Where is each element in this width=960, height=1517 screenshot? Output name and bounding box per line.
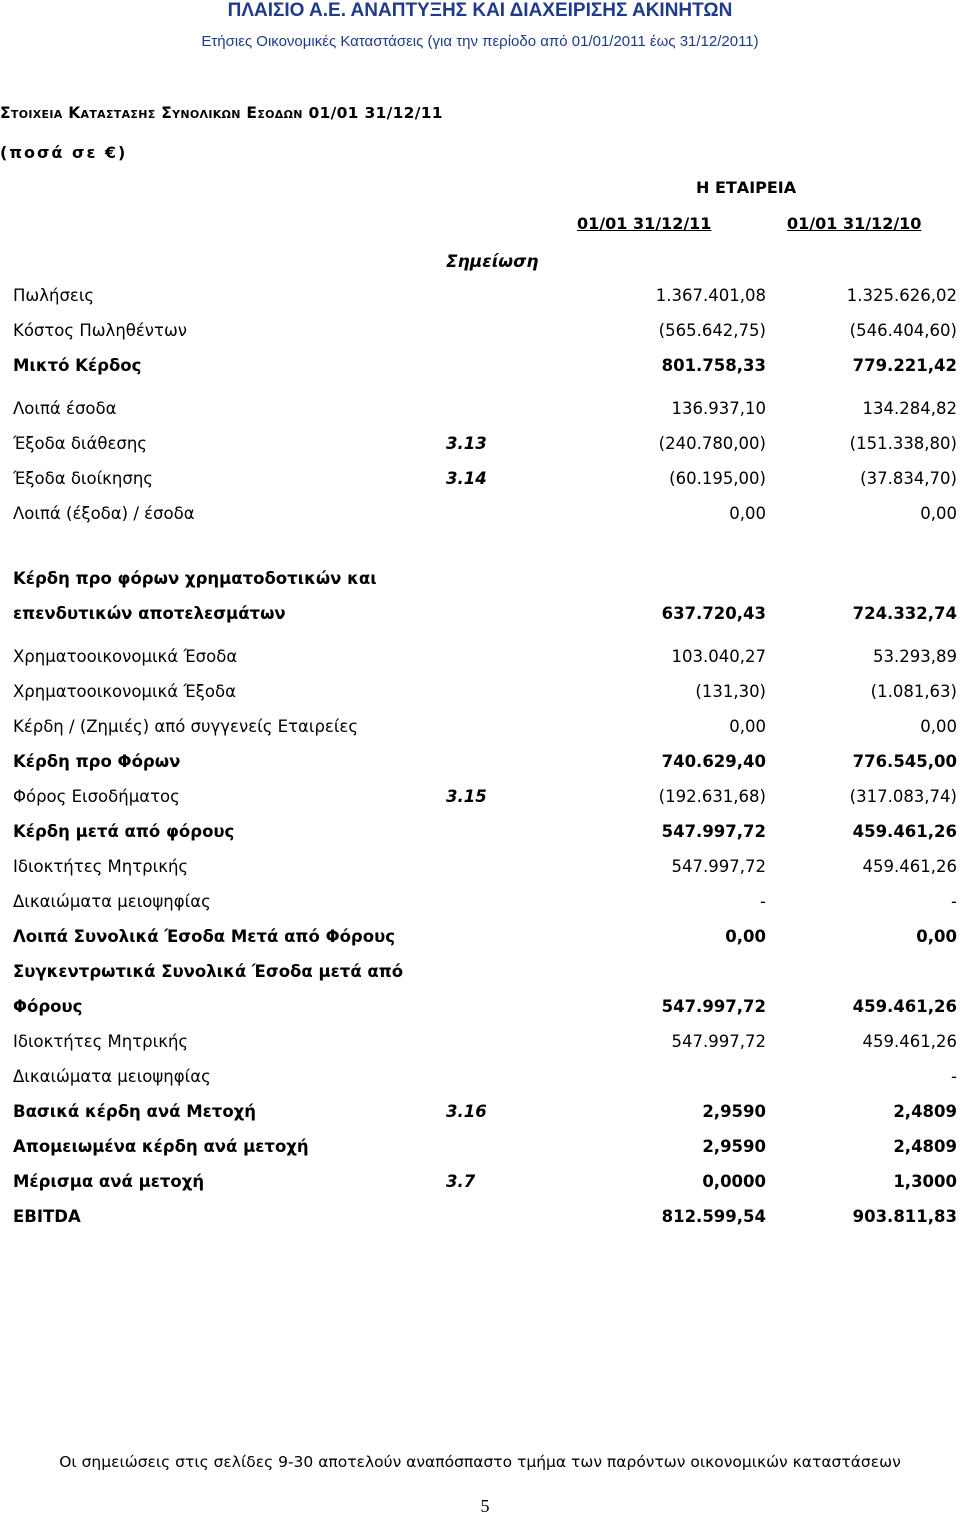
value-previous: (151.338,80) xyxy=(849,434,957,453)
table-row xyxy=(0,787,960,811)
value-previous: 2,4809 xyxy=(893,1137,957,1156)
row-label: Μικτό Κέρδος xyxy=(13,356,142,375)
table-row xyxy=(0,822,960,846)
row-label: Δικαιώματα μειοψηφίας xyxy=(13,1067,211,1086)
document-subtitle: Ετήσιες Οικονομικές Καταστάσεις (για την περίοδο από 01/01/2011 έως 31/12/2011) xyxy=(201,33,759,50)
value-current: 0,00 xyxy=(729,504,766,523)
value-previous: 1.325.626,02 xyxy=(846,286,957,305)
page-number: 5 xyxy=(480,1496,490,1516)
row-label: Έξοδα διάθεσης xyxy=(13,434,147,453)
value-previous: - xyxy=(951,1067,957,1086)
value-previous: 2,4809 xyxy=(893,1102,957,1121)
value-current: (60.195,00) xyxy=(669,469,766,488)
period-previous-header: 01/01 31/12/10 xyxy=(787,214,922,233)
table-row xyxy=(0,857,960,881)
row-label: Λοιπά έσοδα xyxy=(13,399,117,418)
value-current: 547.997,72 xyxy=(661,997,766,1016)
table-row xyxy=(0,997,960,1021)
table-row xyxy=(0,752,960,776)
value-previous: 459.461,26 xyxy=(852,997,957,1016)
row-note: 3.7 xyxy=(446,1172,476,1191)
row-label: Απομειωμένα κέρδη ανά μετοχή xyxy=(13,1137,309,1156)
table-row xyxy=(0,1137,960,1161)
row-label: Φόρος Εισοδήματος xyxy=(13,787,180,806)
value-previous: 779.221,42 xyxy=(852,356,957,375)
table-row xyxy=(0,717,960,741)
row-note: 3.13 xyxy=(446,434,487,453)
value-previous: 0,00 xyxy=(920,717,957,736)
section-title: Στοιχεια Καταστασης Συνολικων Εσοδων 01/01 31/12/11 xyxy=(0,104,443,122)
value-previous: 724.332,74 xyxy=(852,604,957,623)
value-previous: (1.081,63) xyxy=(870,682,957,701)
table-row xyxy=(0,1172,960,1196)
row-label: Λοιπά Συνολικά Έσοδα Μετά από Φόρους xyxy=(13,927,395,946)
value-current: 547.997,72 xyxy=(661,822,766,841)
row-label: επενδυτικών αποτελεσμάτων xyxy=(13,604,286,623)
value-previous: 0,00 xyxy=(920,504,957,523)
value-current: 812.599,54 xyxy=(661,1207,766,1226)
value-previous: 0,00 xyxy=(916,927,957,946)
document-title: ΠΛΑΙΣΙΟ Α.Ε. ΑΝΑΠΤΥΞΗΣ ΚΑΙ ΔΙΑΧΕΙΡΙΣΗΣ ΑΚΙΝΗΤΩΝ xyxy=(227,0,733,21)
value-current: 0,00 xyxy=(729,717,766,736)
table-row xyxy=(0,1067,960,1091)
row-label: Λοιπά (έξοδα) / έσοδα xyxy=(13,504,195,523)
value-previous: 459.461,26 xyxy=(862,857,957,876)
value-current: 1.367.401,08 xyxy=(655,286,766,305)
table-row xyxy=(0,682,960,706)
value-current: 740.629,40 xyxy=(661,752,766,771)
row-label: Βασικά κέρδη ανά Μετοχή xyxy=(13,1102,257,1121)
value-current: - xyxy=(760,892,766,911)
value-current: 637.720,43 xyxy=(661,604,766,623)
value-current: (240.780,00) xyxy=(658,434,766,453)
table-row xyxy=(0,504,960,528)
row-label: Φόρους xyxy=(13,997,83,1016)
footer-note: Οι σημειώσεις στις σελίδες 9-30 αποτελούν αναπόσπαστο τμήμα των παρόντων οικονομικών καταστάσεων xyxy=(59,1453,901,1471)
value-previous: 1,3000 xyxy=(893,1172,957,1191)
value-previous: - xyxy=(951,892,957,911)
table-row xyxy=(0,604,960,628)
table-row xyxy=(0,434,960,458)
value-current: (131,30) xyxy=(695,682,766,701)
period-current-header: 01/01 31/12/11 xyxy=(577,214,712,233)
value-current: 136.937,10 xyxy=(671,399,766,418)
table-row xyxy=(0,647,960,671)
table-row xyxy=(0,1207,960,1231)
value-previous: 459.461,26 xyxy=(862,1032,957,1051)
value-current: 2,9590 xyxy=(702,1102,766,1121)
table-row xyxy=(0,286,960,310)
row-label: Κέρδη μετά από φόρους xyxy=(13,822,235,841)
row-label: EBITDA xyxy=(13,1207,81,1226)
table-row xyxy=(0,1032,960,1056)
value-previous: (317.083,74) xyxy=(849,787,957,806)
row-note: 3.15 xyxy=(446,787,487,806)
table-row xyxy=(0,962,960,986)
value-current: 0,0000 xyxy=(702,1172,766,1191)
row-label: Χρηματοοικονομικά Έξοδα xyxy=(13,682,236,701)
row-label: Ιδιοκτήτες Μητρικής xyxy=(13,857,189,876)
value-current: (565.642,75) xyxy=(658,321,766,340)
value-current: 547.997,72 xyxy=(671,857,766,876)
value-previous: (37.834,70) xyxy=(860,469,957,488)
row-label: Κέρδη / (Ζημιές) από συγγενείς Εταιρείες xyxy=(13,717,359,736)
row-note: 3.14 xyxy=(446,469,487,488)
value-current: 547.997,72 xyxy=(671,1032,766,1051)
note-column-header: Σημείωση xyxy=(446,252,539,272)
table-row xyxy=(0,569,960,593)
table-row xyxy=(0,469,960,493)
row-label: Κόστος Πωληθέντων xyxy=(13,321,187,340)
currency-unit: (ποσά σε €) xyxy=(0,143,128,162)
row-label: Δικαιώματα μειοψηφίας xyxy=(13,892,211,911)
row-label: Κέρδη προ Φόρων xyxy=(13,752,181,771)
row-label: Πωλήσεις xyxy=(13,286,95,305)
value-current: 0,00 xyxy=(725,927,766,946)
table-row xyxy=(0,356,960,380)
row-label: Ιδιοκτήτες Μητρικής xyxy=(13,1032,189,1051)
company-column-header: Η ΕΤΑΙΡΕΙΑ xyxy=(696,178,797,197)
row-note: 3.16 xyxy=(446,1102,487,1121)
value-current: 2,9590 xyxy=(702,1137,766,1156)
value-previous: 459.461,26 xyxy=(852,822,957,841)
row-label: Μέρισμα ανά μετοχή xyxy=(13,1172,205,1191)
value-current: (192.631,68) xyxy=(658,787,766,806)
table-row xyxy=(0,399,960,423)
row-label: Έξοδα διοίκησης xyxy=(13,469,153,488)
row-label: Χρηματοοικονομικά Έσοδα xyxy=(13,647,238,666)
table-row xyxy=(0,892,960,916)
value-current: 103.040,27 xyxy=(671,647,766,666)
row-label: Κέρδη προ φόρων χρηματοδοτικών και xyxy=(13,569,377,588)
table-row xyxy=(0,1102,960,1126)
value-previous: (546.404,60) xyxy=(849,321,957,340)
value-previous: 776.545,00 xyxy=(852,752,957,771)
table-row xyxy=(0,321,960,345)
table-row xyxy=(0,927,960,951)
row-label: Συγκεντρωτικά Συνολικά Έσοδα μετά από xyxy=(13,962,404,981)
value-previous: 903.811,83 xyxy=(852,1207,957,1226)
value-previous: 53.293,89 xyxy=(873,647,957,666)
value-previous: 134.284,82 xyxy=(862,399,957,418)
value-current: 801.758,33 xyxy=(661,356,766,375)
